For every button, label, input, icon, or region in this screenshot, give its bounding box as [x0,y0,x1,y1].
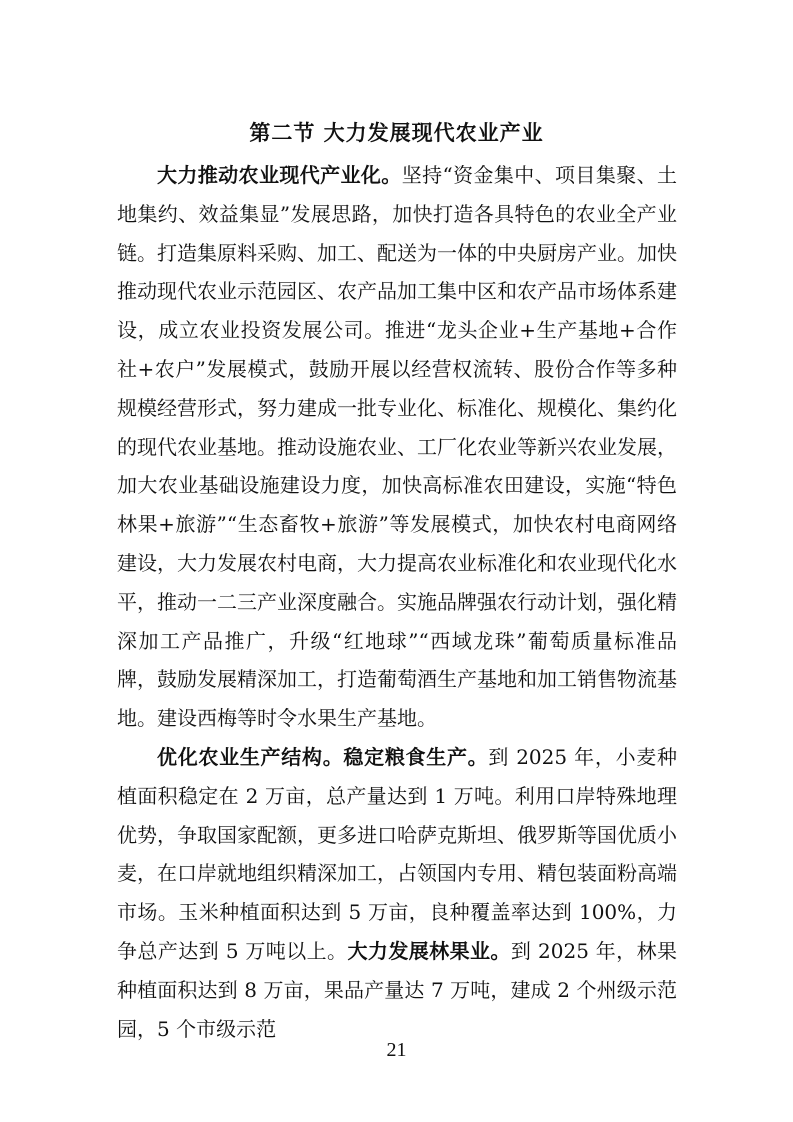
paragraph-body: 到 2025 年，小麦种植面积稳定在 2 万亩，总产量达到 1 万吨。利用口岸特殊地理优势，争取国家配额，更多进口哈萨克斯坦、俄罗斯等国优质小麦，在口岸就地组织精深加工，占领国内专用、精包装面粉高端市场。玉米种植面积达到 5 万亩，良种覆盖率达到 100%，力争总产达到 5 万吨以上。 [117,744,678,963]
paragraph-production-structure [117,738,677,1048]
paragraph-lead: 大力发展林果业。 [347,938,511,963]
page-number: 21 [386,1039,407,1061]
body-text [117,156,677,1048]
paragraph-lead: 大力推动农业现代产业化。 [157,163,402,187]
paragraph-body: 到 2025 年，林果种植面积达到 8 万亩，果品产量达 7 万吨，建成 2 个州级示范园，5 个市级示范 [117,938,677,1041]
paragraph-body: 坚持“资金集中、项目集聚、土地集约、效益集显”发展思路，加快打造各具特色的农业全产业链。打造集原料采购、加工、配送为一体的中央厨房产业。加快推动现代农业示范园区、农产品加工集中区和农产品市场体系建设，成立农业投资发展公司。推进“龙头企业+生产基地+合作社+农户”发展模式，鼓励开展以经营权流转、股份合作等多种规模经营形式，努力建成一批专业化、标准化、规模化、集约化的现代农业基地。推动设施农业、工厂化农业等新兴农业发展，加大农业基础设施建设力度，加快高标准农田建设，实施“特色林果+旅游”“生态畜牧+旅游”等发展模式，加快农村电商网络建设，大力发展农村电商，大力提高农业标准化和农业现代化水平，推动一二三产业深度融合。实施品牌强农行动计划，强化精深加工产品推广，升级“红地球”“西域龙珠”葡萄质量标准品牌，鼓励发展精深加工，打造葡萄酒生产基地和加工销售物流基地。建设西梅等时令水果生产基地。 [117,163,677,731]
paragraph-agricultural-industrialization [117,156,677,738]
paragraph-lead: 优化农业生产结构。稳定粮食生产。 [157,744,489,769]
section-title: 第二节 大力发展现代农业产业 [249,121,544,146]
